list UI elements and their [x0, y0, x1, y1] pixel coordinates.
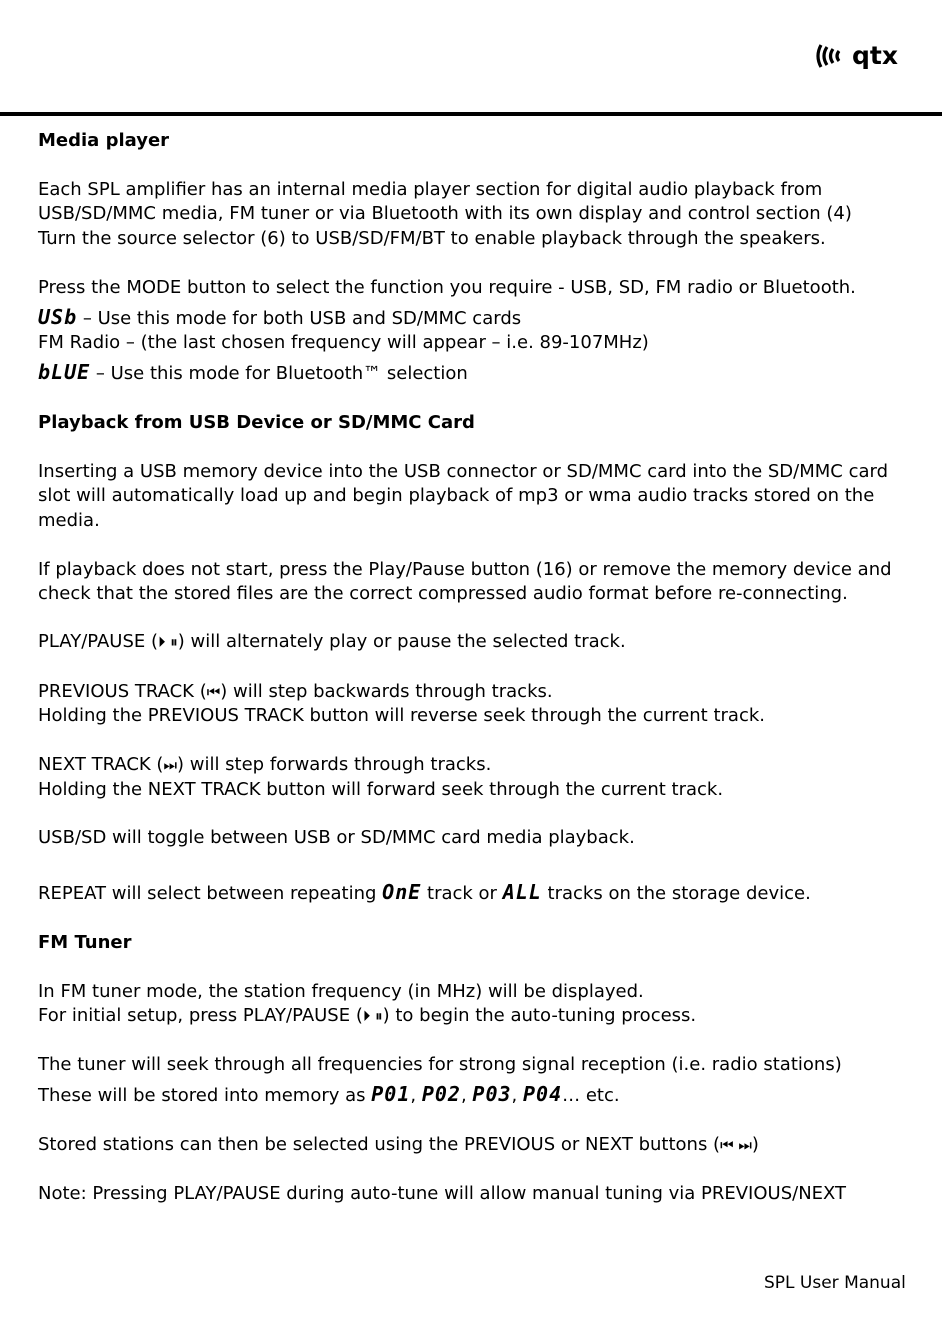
preset-code: P04: [523, 1082, 563, 1106]
fm-stored-stations-line: [38, 1133, 759, 1157]
fm-memory-text: … etc.: [562, 1085, 620, 1106]
usb-sd-toggle-line: USB/SD will toggle between USB or SD/MMC card media playback.: [38, 827, 635, 848]
mode-instruction: Press the MODE button to select the function you require - USB, SD, FM radio or Bluetooth.: [38, 277, 856, 298]
section-title-playback: Playback from USB Device or SD/MMC Card: [38, 412, 475, 433]
bluetooth-display-code: bLUE: [38, 360, 91, 384]
preset-separator: ,: [410, 1085, 422, 1106]
play-pause-icon: ⏵ ⏸: [158, 633, 178, 651]
playback-paragraph-line: check that the stored files are the correct compressed audio format before re-connecting.: [38, 583, 848, 604]
fm-seek-line: The tuner will seek through all frequencies for strong signal reception (i.e. radio stations): [38, 1054, 842, 1075]
repeat-all-display-code: ALL: [502, 880, 542, 904]
next-track-line: [38, 753, 491, 777]
play-pause-icon: ⏵ ⏸: [362, 1007, 383, 1025]
bluetooth-mode-line: [38, 360, 468, 386]
play-pause-line: [38, 630, 626, 654]
media-player-paragraph-line: Each SPL amplifier has an internal media player section for digital audio playback from: [38, 179, 823, 200]
repeat-one-display-code: OnE: [382, 880, 422, 904]
fm-stored-text: Stored stations can then be selected using the PREVIOUS or NEXT buttons (: [38, 1134, 721, 1155]
section-title-media-player: Media player: [38, 130, 170, 151]
playback-paragraph-line: slot will automatically load up and begin playback of mp3 or wma audio tracks stored on the: [38, 485, 875, 506]
media-player-paragraph-line: Turn the source selector (6) to USB/SD/FM/BT to enable playback through the speakers.: [38, 228, 826, 249]
bluetooth-mode-text: – Use this mode for Bluetooth™ selection: [90, 363, 468, 384]
repeat-text: tracks on the storage device.: [541, 883, 811, 904]
next-track-text: ) will step forwards through tracks.: [176, 754, 492, 775]
usb-mode-line: [38, 305, 521, 331]
media-player-paragraph-line: USB/SD/MMC media, FM tuner or via Bluetooth with its own display and control section (4): [38, 203, 852, 224]
playback-paragraph-line: media.: [38, 510, 100, 531]
preset-code: P02: [421, 1082, 461, 1106]
preset-code: P01: [371, 1082, 411, 1106]
fm-tuner-line: In FM tuner mode, the station frequency (in MHz) will be displayed.: [38, 981, 644, 1002]
play-pause-text: ) will alternately play or pause the selected track.: [177, 631, 626, 652]
next-track-hold-line: Holding the NEXT TRACK button will forward seek through the current track.: [38, 779, 724, 800]
fm-memory-text: These will be stored into memory as: [38, 1085, 372, 1106]
previous-next-icon: ⏮ ⏭: [720, 1136, 752, 1154]
fm-memory-line: [38, 1082, 620, 1108]
footer-text: SPL User Manual: [764, 1273, 906, 1293]
usb-display-code: USb: [38, 305, 78, 329]
fm-radio-line: FM Radio – (the last chosen frequency will appear – i.e. 89-107MHz): [38, 332, 649, 353]
previous-track-hold-line: Holding the PREVIOUS TRACK button will reverse seek through the current track.: [38, 705, 765, 726]
repeat-text: track or: [421, 883, 503, 904]
fm-setup-text: ) to begin the auto-tuning process.: [382, 1005, 697, 1026]
preset-separator: ,: [511, 1085, 523, 1106]
playback-paragraph-line: Inserting a USB memory device into the USB connector or SD/MMC card into the SD/MMC card: [38, 461, 888, 482]
playback-paragraph-line: If playback does not start, press the Play/Pause button (16) or remove the memory device and: [38, 559, 892, 580]
play-pause-text: PLAY/PAUSE (: [38, 631, 159, 652]
fm-note-line: Note: Pressing PLAY/PAUSE during auto-tune will allow manual tuning via PREVIOUS/NEXT: [38, 1183, 847, 1204]
next-track-icon: ⏭: [163, 756, 177, 774]
header-divider: [0, 112, 942, 116]
previous-track-line: [38, 680, 553, 704]
preset-separator: ,: [460, 1085, 473, 1106]
previous-track-icon: ⏮: [206, 683, 221, 701]
logo-text: qtx: [852, 41, 898, 70]
qtx-logo: [815, 40, 898, 72]
previous-track-text: PREVIOUS TRACK (: [38, 681, 207, 702]
fm-stored-text: ): [751, 1134, 759, 1155]
previous-track-text: ) will step backwards through tracks.: [220, 681, 553, 702]
preset-code: P03: [472, 1082, 512, 1106]
repeat-line: [38, 880, 811, 906]
sound-wave-logo-icon: [815, 41, 851, 71]
repeat-text: REPEAT will select between repeating: [38, 883, 383, 904]
section-title-fm-tuner: FM Tuner: [38, 932, 132, 953]
usb-mode-text: – Use this mode for both USB and SD/MMC cards: [77, 308, 522, 329]
next-track-text: NEXT TRACK (: [38, 754, 164, 775]
fm-setup-text: For initial setup, press PLAY/PAUSE (: [38, 1005, 363, 1026]
fm-initial-setup-line: [38, 1004, 696, 1028]
